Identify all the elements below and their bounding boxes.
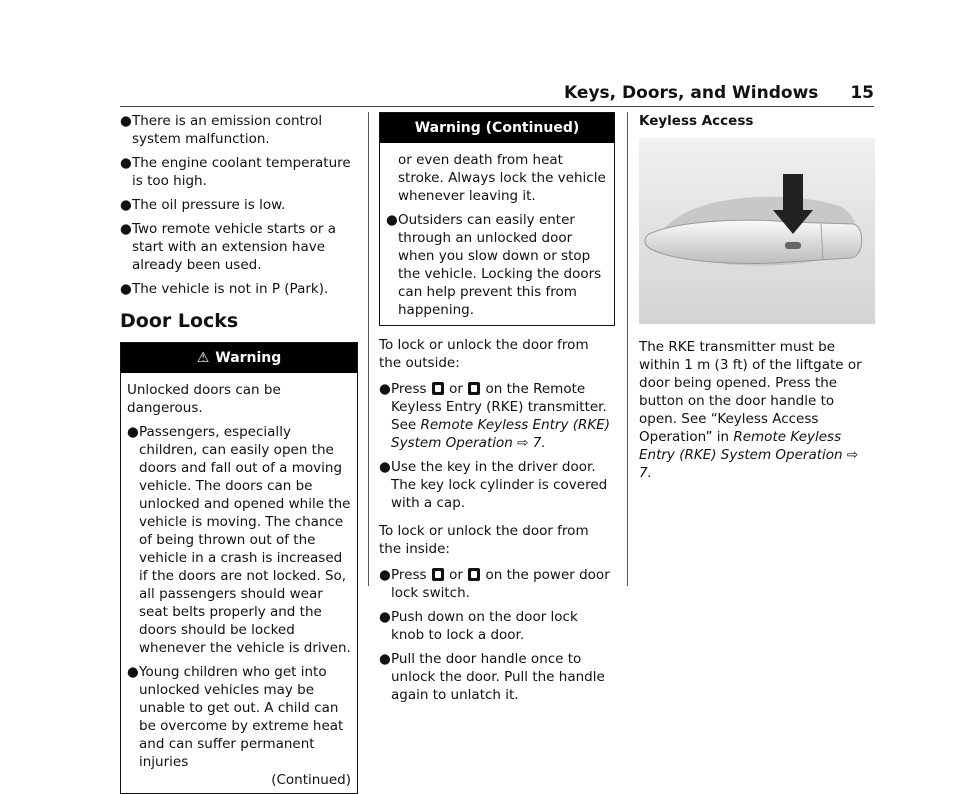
list-item: ● The engine coolant temperature is too high. [120,155,351,189]
ref-arrow-icon: ⇨ [846,447,859,463]
door-handle-image [639,138,875,324]
bullet-icon: ● [120,197,132,213]
list-item: ● Two remote vehicle starts or a start with an extension have already been used. [120,221,336,273]
inside-intro: To lock or unlock the door from the inside: [379,523,589,557]
page-number: 15 [850,83,874,103]
bullet-icon: ● [379,567,391,583]
warning-body [380,143,614,325]
warning-body [121,373,357,793]
bullet-icon: ● [379,651,391,667]
bullet-icon: ● [127,664,139,680]
warning-intro: Unlocked doors can be dangerous. [127,382,281,416]
list-item: ● Young children who get into unlocked vehicles may be unable to get out. A child can be overcome by extreme heat and can suffer permanent injuries [127,664,344,770]
list-item: ● Outsiders can easily enter through an unlocked door when you slow down or stop the vehicle. Locking the doors can help prevent this from happening. [386,212,602,318]
keyless-paragraph: The RKE transmitter must be within 1 m (3 ft) of the liftgate or door being opened. Press the button on the door handle to open. See “Keyless Access Operation” in Remote Keyless Entry (RKE) System Operation ⇨ 7. [639,339,862,481]
lock-icon [432,568,444,581]
condition-list [120,112,358,298]
warning-list [127,423,351,771]
column-1 [120,112,358,794]
list-item: ● Press or on the power door lock switch. [379,567,610,601]
bullet-icon: ● [379,381,391,397]
door-handle-illustration [639,138,875,324]
section-title: Door Locks [120,310,239,332]
bullet-icon: ● [120,113,132,129]
lock-icon [432,382,444,395]
list-item: ● Use the key in the driver door. The key lock cylinder is covered with a cap. [379,459,608,511]
bullet-icon: ● [120,281,132,297]
inside-list [379,566,615,704]
column-2 [379,112,615,710]
list-item: ● There is an emission control system malfunction. [120,113,323,147]
outside-list [379,380,615,512]
list-item: ● Pull the door handle once to unlock the door. Pull the handle again to unlatch it. [379,651,605,703]
warning-icon: ⚠ [196,350,210,366]
outside-intro: To lock or unlock the door from the outside: [379,337,589,371]
list-item: ● Passengers, especially children, can easily open the doors and fall out of a moving vehicle. The doors can be unlocked and opened while the vehicle is moving. The chance of being thrown out of the vehicle in a crash is increased if the doors are not locked. So, all passengers should wear seat belts properly and the doors should be locked whenever the vehicle is driven. [127,424,351,656]
warning-header: ⚠ Warning [121,343,357,373]
list-item: ● Push down on the door lock knob to lock a door. [379,609,578,643]
warning-header: Warning (Continued) [380,113,614,143]
warning-continuation: or even death from heat stroke. Always lock the vehicle whenever leaving it. [398,152,606,204]
list-item: ● The oil pressure is low. [120,197,286,213]
column-divider [368,112,369,586]
list-item: ● Press or on the Remote Keyless Entry (RKE) transmitter. See Remote Keyless Entry (RKE) System Operation ⇨ 7. [379,381,611,451]
header-rule [120,106,874,107]
bullet-icon: ● [127,424,139,440]
warning-list [386,211,608,319]
continued-label: (Continued) [271,772,351,788]
bullet-icon: ● [379,609,391,625]
unlock-icon [468,568,480,581]
column-divider [627,112,628,586]
cross-reference: Remote Keyless Entry (RKE) System Operation [639,429,843,463]
ref-arrow-icon: ⇨ [517,435,529,451]
column-3 [639,112,875,482]
unlock-icon [468,382,480,395]
bullet-icon: ● [379,459,391,475]
bullet-icon: ● [120,155,132,171]
warning-box-continued [379,112,615,326]
bullet-icon: ● [386,212,398,228]
bullet-icon: ● [120,221,132,237]
warning-box [120,342,358,794]
header-title: Keys, Doors, and Windows [564,83,819,103]
subsection-title: Keyless Access [639,113,754,129]
cross-reference: Remote Keyless Entry (RKE) System Operation [391,417,611,451]
page-header [564,84,874,102]
list-item: ● The vehicle is not in P (Park). [120,281,329,297]
